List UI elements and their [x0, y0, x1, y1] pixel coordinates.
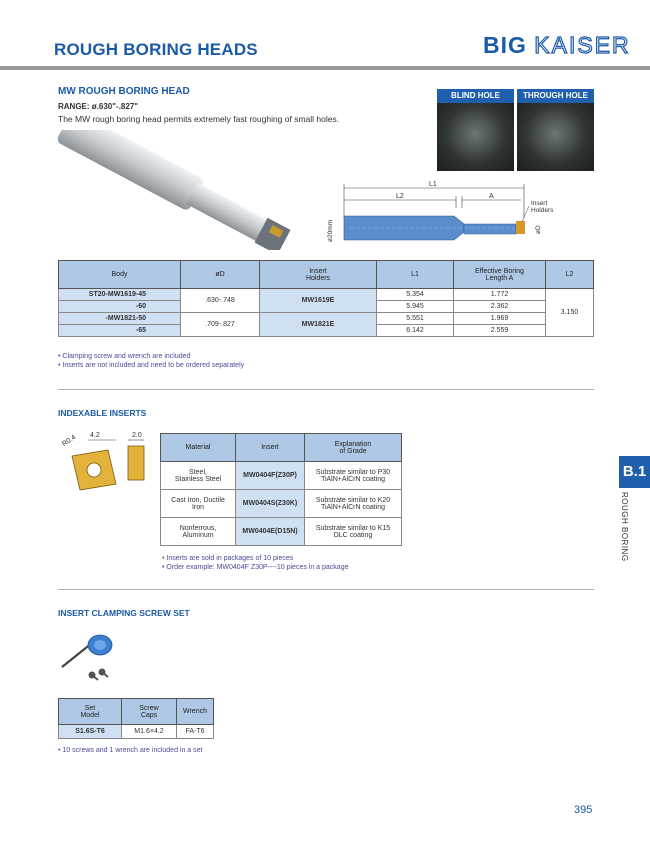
description: The MW rough boring head permits extremely fast roughing of small holes.: [58, 114, 340, 124]
photo-label-blind: BLIND HOLE: [437, 89, 514, 103]
section-title-mw-head: MW ROUGH BORING HEAD: [58, 86, 190, 97]
col-insert: Insert: [236, 434, 305, 462]
col-holders: Insert Holders: [260, 261, 377, 289]
col-l1: L1: [377, 261, 454, 289]
col-grade: Explanation of Grade: [305, 434, 402, 462]
table-row: -MW1821-50 .709-.827 MW1821E 5.551 1.969: [59, 313, 594, 325]
table-row: Cast Iron, Ductile Iron MW0404S(Z30K) Substrate similar to K20 TiAlN+AlCrN coating: [161, 490, 402, 518]
col-material: Material: [161, 434, 236, 462]
col-od: øD: [181, 261, 260, 289]
blind-hole-photo: [437, 103, 514, 171]
dim-width: 4.2: [90, 432, 100, 439]
note-inserts: • Inserts are not included and need to be ordered separately: [58, 362, 245, 369]
col-set-model: Set Model: [59, 699, 122, 725]
dim-thickness: 2.0: [132, 432, 142, 439]
page-title: ROUGH BORING HEADS: [54, 40, 258, 59]
table-row: S1.6S-T6 M1.6×4.2 FA-T6: [59, 725, 214, 739]
dimension-diagram: [324, 178, 564, 260]
through-hole-photo: [517, 103, 594, 171]
dim-l1: L1: [429, 181, 437, 188]
col-body: Body: [59, 261, 181, 289]
section-tab-label: ROUGH BORING: [620, 492, 629, 562]
col-screw-caps: Screw Caps: [122, 699, 177, 725]
section-title-inserts: INDEXABLE INSERTS: [58, 408, 147, 418]
inserts-table: [160, 433, 402, 546]
dim-od: øD: [535, 225, 542, 234]
screw-set-table: [58, 698, 214, 739]
header-divider: [0, 66, 650, 70]
note-clamping: • Clamping screw and wrench are included: [58, 353, 191, 360]
section-tab: B.1: [619, 456, 650, 488]
brand-logo: BIG KAISER: [483, 32, 631, 58]
note-order-example: • Order example: MW0404F Z30P----10 pieces in a package: [162, 564, 349, 571]
table-row: Steel, Stainless Steel MW0404F(Z30P) Substrate similar to P30 TiAlN+AlCrN coating: [161, 462, 402, 490]
table-row: -65 6.142 2.559: [59, 325, 594, 337]
dim-l2: L2: [396, 193, 404, 200]
insert-drawing: [58, 426, 158, 496]
col-a: Effective Boring Length A: [454, 261, 546, 289]
note-packages: • Inserts are sold in packages of 10 pieces: [162, 555, 294, 562]
photo-label-through: THROUGH HOLE: [517, 89, 594, 103]
mw-spec-table: [58, 260, 594, 337]
range-text: RANGE: ø.630"-.827": [58, 102, 139, 111]
col-l2: L2: [546, 261, 594, 289]
table-row: ST20-MW1619-45 .630-.748 MW1619E 5.354 1.772 3.150: [59, 289, 594, 301]
dim-a: A: [489, 193, 494, 200]
section-title-screw-set: INSERT CLAMPING SCREW SET: [58, 608, 190, 618]
page-number: 395: [574, 804, 593, 816]
dim-shank: ø20mm: [327, 219, 334, 242]
section-divider: [58, 589, 594, 590]
tool-photo: [52, 130, 302, 250]
dim-insert-holders: Insert Holders: [531, 200, 554, 214]
screw-set-image: [58, 625, 118, 687]
section-divider: [58, 389, 594, 390]
dim-radius: R0.4: [61, 433, 78, 449]
note-set-contents: • 10 screws and 1 wrench are included in a set: [58, 747, 203, 754]
table-row: -60 5.945 2.362: [59, 301, 594, 313]
col-wrench: Wrench: [177, 699, 214, 725]
table-row: Nonferrous, Aluminum MW0404E(D15N) Substrate similar to K15 DLC coating: [161, 518, 402, 546]
